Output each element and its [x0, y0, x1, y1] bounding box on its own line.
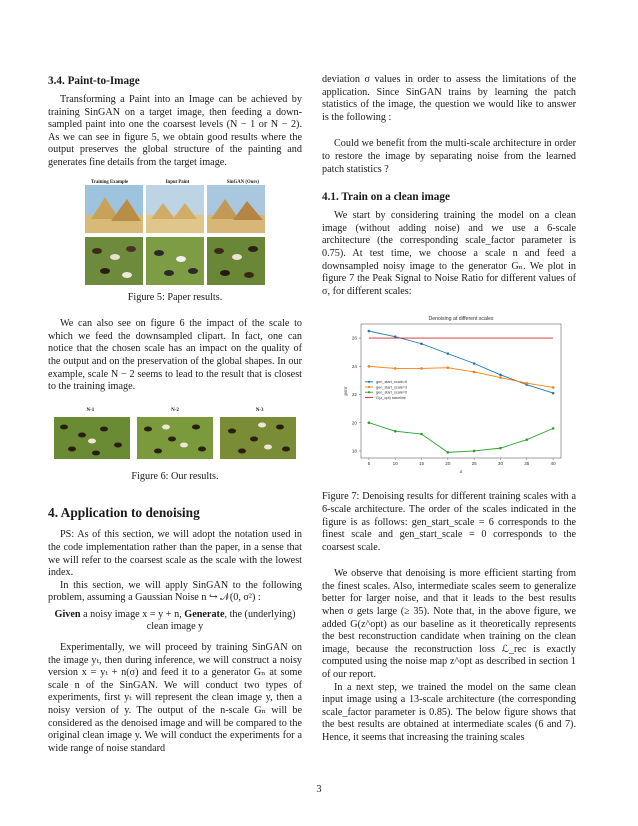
data-point-1: [552, 386, 555, 389]
data-point-1: [447, 367, 450, 370]
data-point-2: [420, 433, 423, 436]
x-tick-label: 30: [497, 461, 504, 467]
generate-label: Generate: [184, 608, 225, 620]
legend-label: gen_start_scale=6: [376, 380, 408, 385]
left-column: [48, 74, 302, 755]
data-point-1: [368, 365, 371, 368]
data-point-0: [368, 330, 371, 333]
y-tick-label: 18: [351, 448, 357, 454]
y-tick-label: 22: [351, 392, 357, 398]
x-tick-label: 25: [471, 461, 477, 467]
data-point-1: [473, 371, 476, 374]
given-end: , the (underlying): [224, 608, 296, 620]
problem-statement: [48, 609, 302, 634]
figure-5-image-grid: [85, 185, 265, 285]
y-tick-label: 26: [351, 336, 357, 342]
x-tick-label: 20: [445, 461, 451, 467]
legend-label: G(z_opt) baseline: [376, 396, 406, 401]
data-point-2: [394, 430, 397, 433]
figure-6: [48, 408, 302, 461]
page-number: 3: [316, 784, 322, 795]
figure-5-caption: Figure 5: Paper results.: [127, 291, 223, 303]
section-3-4-title: 3.4. Paint-to-Image: [48, 75, 140, 87]
legend-marker: [368, 381, 370, 383]
figure-6-image-strip: [48, 415, 302, 461]
data-point-1: [394, 367, 397, 370]
legend-marker: [368, 391, 370, 393]
observation-paragraph: We observe that denoising is more efficient starting from the finest scales. Also, intermediate scales seem to generalize better for larger noise, and that it leads to the best results when σ gets large (≥ 35). Note that, in the above figure, we added G(z^opt) as our baseline as it theoretically represents the best reconstruction candidate when training on the clean image, because the reconstruction loss ℒ_rec is exactly computed using the noise map z^opt as described in section 1 of our report.: [322, 568, 576, 681]
section-4-1-title: 4.1. Train on a clean image: [322, 191, 450, 204]
data-point-2: [499, 447, 502, 450]
notation-paragraph: PS: As of this section, we will adopt the notation used in the code implementation rather than the paper, in a sense that we will refer to the coarsest scale as the scale with the lowest index.: [48, 529, 302, 579]
scale-impact-paragraph: We can also see on figure 6 the impact of the scale to which we feed the downsampled clipart. In fact, one can notice that the chosen scale has an impact on the quality of the output and on the preservation of the global shapes. In our example, scale N − 2 seems to lead to the result that is closest to the training image.: [48, 318, 302, 393]
next-step-paragraph: In a next step, we trained the model on the same clean input image using a 13-scale architecture (the corresponding scale_factor parameter is 0.85). The below figure shows that the best results are obtained at intermediate scales (6 and 7). Hence, it seems that increasing the training scales: [322, 681, 576, 743]
x-tick-label: 35: [524, 461, 530, 467]
fig5-header-training: Training Example: [91, 179, 129, 185]
data-point-0: [447, 353, 450, 356]
x-tick-label: 15: [418, 461, 425, 467]
given-middle: a noisy image x = y + n,: [80, 608, 185, 620]
y-tick-label: 20: [351, 420, 357, 426]
fig6-header-n1: N-1: [86, 407, 95, 413]
data-point-0: [473, 363, 476, 366]
figure-5: [85, 180, 265, 285]
data-point-0: [499, 374, 502, 377]
data-point-1: [420, 367, 423, 370]
figure-7-caption: Figure 7: Denoising results for different training scales with a 6-scale architecture. The order of the scales indicated in the figure is as follows: gen_start_scale = 6 corresponds to the finest scale and gen_start_scale = 0 corresponds to the coarsest scale.: [322, 491, 576, 553]
data-point-2: [368, 422, 371, 425]
fig6-header-n3: N-3: [255, 407, 264, 413]
x-axis-label: σ: [459, 469, 463, 475]
legend-label: gen_start_scale=3: [376, 385, 408, 390]
data-point-0: [394, 336, 397, 339]
x-tick-label: 40: [550, 461, 556, 467]
data-point-0: [552, 392, 555, 395]
data-point-1: [499, 377, 502, 380]
psnr-chart: [329, 308, 569, 478]
clean-training-paragraph: We start by considering training the model on a clean image (without adding noise) and we use a 6-scale architecture (the corresponding scale_factor parameter is 0.75). At test time, we choose a scale n and feed a downsampled noisy image to the generator Gₙ. We plot in figure 7 the Peak Signal to Noise Ratio for different values of σ, for different scales:: [322, 210, 576, 297]
data-point-0: [420, 343, 423, 346]
figure-6-caption: Figure 6: Our results.: [131, 470, 219, 482]
data-point-2: [552, 427, 555, 430]
fig5-header-input: Input Paint: [165, 179, 190, 185]
paint-to-image-paragraph: Transforming a Paint into an Image can be achieved by training SinGAN on a target image, then feeding a down-sampled paint into one the coarsest levels (N − 1 or N − 2). As we can see in figure 5, we obtain good results where the output preserves the global structure of the painting and generates fine details from the target image.: [48, 94, 302, 168]
data-point-2: [447, 451, 450, 454]
given-line-2: clean image y: [146, 621, 204, 633]
research-question: Could we benefit from the multi-scale architecture in order to restore the image by separating noise from the learned patch statistics ?: [322, 138, 576, 175]
experiment-paragraph: Experimentally, we will proceed by training SinGAN on the image yₜ, then during inference, we will construct a noisy version x = yₜ + n(σ) and feed it to a generator Gₙ at some scale n of the SinGAN. We will conduct two types of experiments, first yₜ will represent the clean image y, then a noisy version of y. The output of the n-scale Gₙ will be considered as the denoised image and will be compared to the original clean image y. We will conduct the experiments for a wide range of noise standard: [48, 642, 302, 754]
x-tick-label: 10: [392, 461, 398, 467]
section-4-title: 4. Application to denoising: [48, 505, 200, 521]
legend-marker: [368, 386, 370, 388]
y-axis-label: psnr: [343, 386, 348, 396]
fig6-header-n2: N-2: [171, 407, 179, 413]
figure-7: [329, 308, 569, 483]
data-point-2: [525, 439, 528, 442]
series-line-2: [369, 423, 553, 453]
given-label: Given: [54, 608, 81, 620]
fig5-header-singan: SinGAN (Ours): [226, 179, 259, 185]
gaussian-noise-paragraph: In this section, we will apply SinGAN to the following problem, assuming a Gaussian Noise n ↪ 𝒩(0, σ²) :: [48, 579, 302, 604]
continued-paragraph: deviation σ values in order to assess the limitations of the application. Since SinGAN trains by learning the patch statistics of the image, the question we would like to answer is the following :: [322, 74, 576, 123]
data-point-1: [525, 382, 528, 385]
chart-title: Denoising at different scales: [428, 316, 494, 323]
legend-label: gen_start_scale=0: [376, 390, 408, 395]
y-tick-label: 24: [351, 364, 357, 370]
x-tick-label: 5: [367, 461, 371, 467]
data-point-2: [473, 450, 476, 453]
right-column: [322, 74, 576, 745]
